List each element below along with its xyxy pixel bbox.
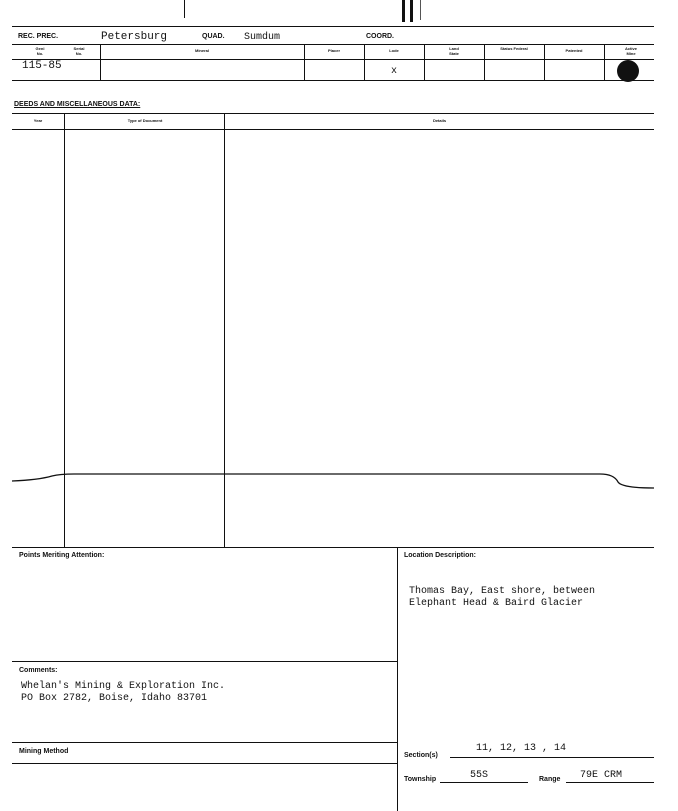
claim-col-genl: Genl No. — [35, 46, 45, 56]
section-value: 11, 12, 13 , 14 — [476, 743, 567, 754]
lower-top-rule — [12, 547, 654, 548]
range-underline — [566, 782, 654, 783]
claim-genl-no-value: 115-85 — [22, 60, 62, 72]
lower-mid-divider — [397, 547, 398, 811]
deeds-col-type: Type of Document — [127, 118, 163, 123]
location-description-line-1: Thomas Bay, East shore, between — [409, 586, 596, 597]
section-underline — [450, 757, 654, 758]
deeds-header-top — [12, 113, 654, 114]
claim-col-status-federal: Status Federal — [500, 46, 528, 51]
claim-lode-mark: x — [391, 66, 398, 77]
claim-col-serial: Serial No. — [73, 46, 85, 56]
township-label: Township — [404, 776, 437, 783]
claim-col-land-state: Land State — [449, 46, 459, 56]
scan-bar-1 — [402, 0, 405, 22]
deeds-col-year: Year — [33, 118, 43, 123]
range-label: Range — [539, 776, 561, 783]
comments-line-1: Whelan's Mining & Exploration Inc. — [21, 681, 226, 692]
header-top-rule — [12, 26, 654, 27]
quad-value: Sumdum — [244, 32, 281, 43]
coord-label: COORD. — [366, 33, 394, 40]
scan-mark-left — [184, 0, 185, 18]
comments-label: Comments: — [19, 667, 58, 674]
claim-col-active-mine: Active Mine — [624, 46, 637, 56]
rec-prec-label: REC. PREC. — [18, 33, 59, 40]
active-mine-dot — [617, 60, 639, 82]
claim-table-bottom — [12, 80, 654, 81]
quad-label: QUAD. — [202, 33, 225, 40]
mining-method-bottom-rule — [12, 763, 397, 764]
mining-method-label: Mining Method — [19, 748, 69, 755]
scan-bar-3 — [420, 0, 421, 20]
claim-col-placer: Placer — [327, 48, 340, 53]
claim-col-mineral: Mineral — [194, 48, 209, 53]
comments-top-rule — [12, 661, 397, 662]
location-description-label: Location Description: — [404, 552, 476, 559]
claim-table-header-bottom — [12, 59, 654, 60]
scan-bar-2 — [410, 0, 413, 22]
range-value: 79E CRM — [580, 770, 623, 781]
mining-method-top-rule — [12, 742, 397, 743]
township-underline — [440, 782, 528, 783]
claim-col-lode: Lode — [389, 48, 399, 53]
claim-col-div-4 — [424, 44, 425, 80]
deeds-title: DEEDS AND MISCELLANEOUS DATA: — [14, 101, 141, 108]
claim-table-top — [12, 44, 654, 45]
points-meriting-label: Points Meriting Attention: — [19, 552, 105, 559]
deeds-col-details: Details — [432, 118, 447, 123]
location-description-line-2: Elephant Head & Baird Glacier — [409, 598, 584, 609]
township-value: 55S — [470, 770, 489, 781]
rec-prec-value: Petersburg — [101, 31, 168, 43]
claim-col-div-5 — [484, 44, 485, 80]
deeds-header-bottom — [12, 129, 654, 130]
comments-line-2: PO Box 2782, Boise, Idaho 83701 — [21, 693, 208, 704]
section-label: Section(s) — [404, 752, 438, 759]
claim-col-div-7 — [604, 44, 605, 80]
page-fold-curve — [0, 466, 678, 496]
claim-col-patented: Patented — [565, 48, 583, 53]
